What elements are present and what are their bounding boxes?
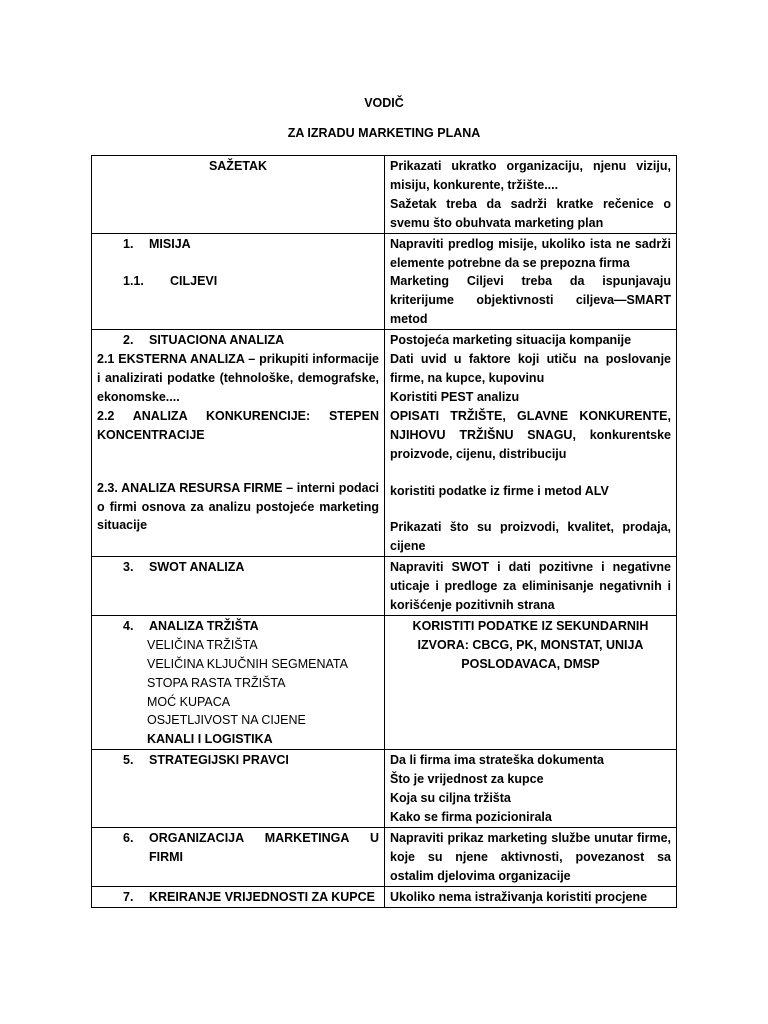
guidance-text: Dati uvid u faktore koji utiču na poslovanje firme, na kupce, kupovinu xyxy=(390,352,671,385)
guidance-text: Sažetak treba da sadrži kratke rečenice o svemu što obuhvata marketing plan xyxy=(390,196,671,230)
section-heading xyxy=(97,829,379,867)
section-number: 6. xyxy=(123,830,134,845)
guidance-text: koristiti podatke iz firme i metod ALV xyxy=(390,483,609,498)
guidance-cell xyxy=(385,233,677,330)
subsection-heading xyxy=(97,272,379,291)
section-heading xyxy=(97,617,379,636)
guidance-text: Ukoliko nema istraživanja koristiti procjene xyxy=(390,889,648,904)
section-cell xyxy=(92,886,385,907)
section-cell xyxy=(92,330,385,557)
guidance-text: Napraviti prikaz marketing službe unutar firme, koje su njene aktivnosti, povezanost sa ostalim djelovima organizacije xyxy=(390,830,671,883)
section-label: SITUACIONA ANALIZA xyxy=(149,333,285,348)
section-cell xyxy=(92,233,385,330)
guidance-text: Kako se firma pozicionirala xyxy=(390,810,552,824)
section-heading xyxy=(97,558,379,577)
section-label: MISIJA xyxy=(149,236,191,251)
section-label: KREIRANJE VRIJEDNOSTI ZA KUPCE xyxy=(149,889,375,904)
document-subtitle: ZA IZRADU MARKETING PLANA xyxy=(287,126,481,140)
table-row-strategijski-pravci xyxy=(92,750,677,828)
subsection-label: CILJEVI xyxy=(170,273,218,288)
section-cell xyxy=(92,750,385,828)
guidance-text: Prikazati ukratko organizaciju, njenu viziju, misiju, konkurente, tržište.... xyxy=(390,159,671,192)
subsection-text: 2.1 EKSTERNA ANALIZA – prikupiti informacije i analizirati podatke (tehnološke, demografske, ekonomske.... xyxy=(97,352,379,404)
table-row-kreiranje-vrijednosti xyxy=(92,886,677,907)
document-title: VODIČ xyxy=(364,96,404,110)
list-item: MOĆ KUPACA xyxy=(147,694,231,709)
guidance-cell xyxy=(385,886,677,907)
guidance-text: Koristiti PEST analizu xyxy=(390,389,520,404)
section-number: 5. xyxy=(123,753,134,768)
guidance-text: OPISATI TRŽIŠTE, GLAVNE KONKURENTE, NJIHOVU TRŽIŠNU SNAGU, konkurentske proizvode, cijenu, distribuciju xyxy=(390,408,671,461)
guidance-text: Da li firma ima strateška dokumenta xyxy=(390,753,604,768)
list-item: KANALI I LOGISTIKA xyxy=(147,732,273,747)
section-heading xyxy=(97,331,379,350)
guidance-text: Postojeća marketing situacija kompanije xyxy=(390,333,632,348)
guidance-text: Prikazati što su proizvodi, kvalitet, prodaja, cijene xyxy=(390,520,671,554)
guidance-text: Napraviti SWOT i dati pozitivne i negativne uticaje i predloge za eliminisanje negativnih i korišćenje pozitivnih strana xyxy=(390,560,671,613)
list-item: OSJETLJIVOST NA CIJENE xyxy=(147,713,306,728)
spacer xyxy=(97,254,379,272)
list-item: VELIČINA KLJUČNIH SEGMENATA xyxy=(147,656,348,671)
section-number: 7. xyxy=(123,889,134,904)
list-item: STOPA RASTA TRŽIŠTA xyxy=(147,675,286,690)
section-heading: SAŽETAK xyxy=(208,159,268,173)
guidance-text: Napraviti predlog misije, ukoliko ista ne sadrži elemente potrebne da se prepozna firma xyxy=(390,236,671,270)
section-number: 3. xyxy=(123,560,134,575)
table-row-sazetak xyxy=(92,156,677,234)
section-cell xyxy=(92,827,385,886)
section-label: ANALIZA TRŽIŠTA xyxy=(149,618,259,633)
section-number: 1. xyxy=(123,236,134,251)
section-cell xyxy=(92,557,385,616)
list-item: VELIČINA TRŽIŠTA xyxy=(147,637,258,652)
guidance-text: Što je vrijednost za kupce xyxy=(390,772,544,787)
subsection-text: 2.3. ANALIZA RESURSA FIRME – interni podaci o firmi osnova za analizu postojeće marketing situacije xyxy=(97,480,379,533)
guidance-cell xyxy=(385,156,677,234)
spacer xyxy=(390,464,671,482)
spacer xyxy=(97,445,379,479)
section-number: 4. xyxy=(123,618,134,633)
section-cell xyxy=(92,615,385,749)
table-row-swot xyxy=(92,557,677,616)
guidance-text: Marketing Ciljevi treba da ispunjavaju kriterijume objektivnosti ciljeva—SMART metod xyxy=(390,274,671,327)
subsection-number: 1.1. xyxy=(123,273,144,288)
section-label: STRATEGIJSKI PRAVCI xyxy=(149,753,289,768)
table-row-misija xyxy=(92,233,677,330)
table-row-analiza-trzista xyxy=(92,615,677,749)
guidance-text: Koja su ciljna tržišta xyxy=(390,791,511,806)
guidance-cell xyxy=(385,557,677,616)
guidance-cell xyxy=(385,330,677,557)
section-heading xyxy=(97,888,379,907)
guidance-cell xyxy=(385,827,677,886)
marketing-plan-table xyxy=(91,155,677,908)
guidance-cell xyxy=(385,615,677,749)
table-row-situaciona-analiza xyxy=(92,330,677,557)
spacer xyxy=(390,500,671,518)
section-label: ORGANIZACIJA MARKETINGA U FIRMI xyxy=(149,830,379,864)
guidance-cell xyxy=(385,750,677,828)
guidance-text: KORISTITI PODATKE IZ SEKUNDARNIH IZVORA: CBCG, PK, MONSTAT, UNIJA POSLODAVACA, DMSP xyxy=(412,618,649,671)
section-label: SWOT ANALIZA xyxy=(149,560,245,575)
section-heading xyxy=(97,235,379,254)
table-row-organizacija-marketinga xyxy=(92,827,677,886)
section-heading xyxy=(97,751,379,770)
section-cell xyxy=(92,156,385,234)
section-number: 2. xyxy=(123,333,134,348)
subsection-text: 2.2 ANALIZA KONKURENCIJE: STEPEN KONCENTRACIJE xyxy=(97,408,379,442)
